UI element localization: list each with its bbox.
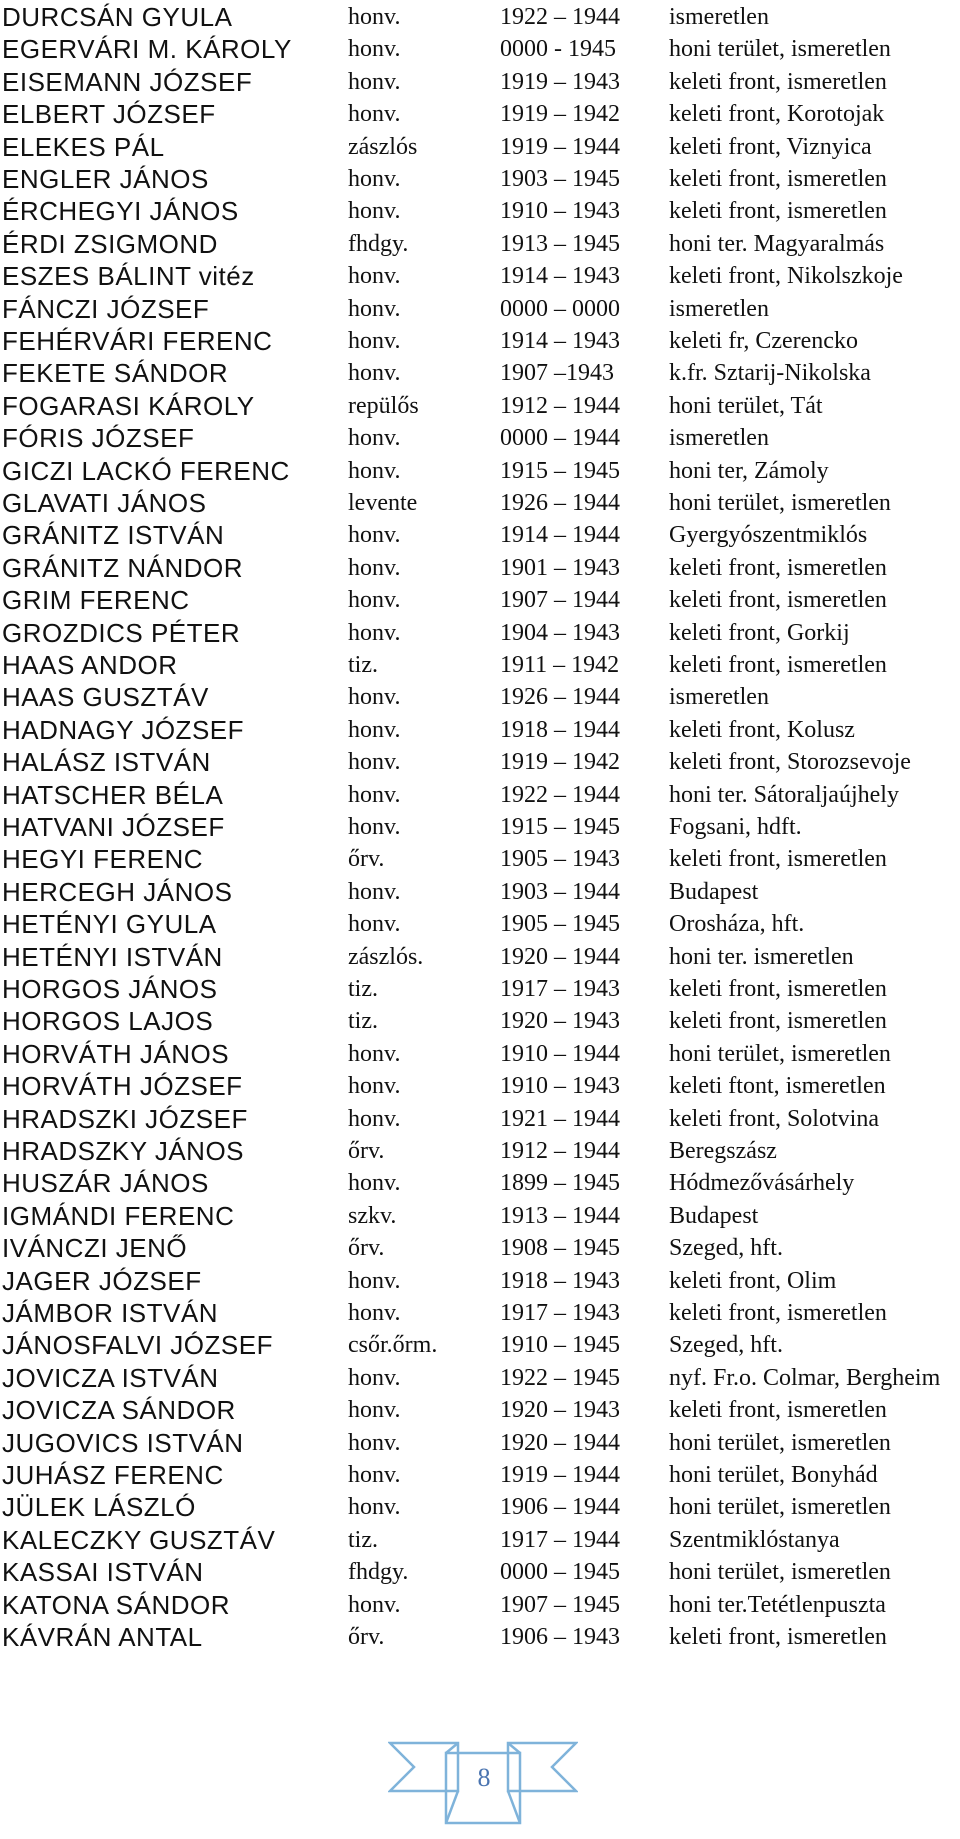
name-cell: HERCEGH JÁNOS (2, 876, 233, 907)
list-row (0, 617, 960, 650)
list-row (0, 1005, 960, 1038)
place-cell: Beregszász (669, 1138, 777, 1164)
years-cell: 1920 – 1944 (500, 943, 620, 970)
name-cell: ÉRDI ZSIGMOND (2, 228, 218, 259)
years-cell: 1905 – 1943 (500, 846, 620, 873)
years-cell: 1903 – 1945 (500, 166, 620, 192)
name-cell: HAAS ANDOR (2, 650, 178, 680)
list-row (0, 1621, 960, 1654)
list-row (0, 195, 960, 228)
name-cell: ÉRCHEGYI JÁNOS (2, 196, 239, 227)
years-cell: 1914 – 1943 (500, 263, 620, 290)
years-cell: 1912 – 1944 (500, 1138, 620, 1164)
years-cell: 1926 – 1944 (500, 490, 620, 516)
place-cell: Budapest (669, 1202, 759, 1229)
place-cell: keleti front, ismeretlen (669, 976, 887, 1002)
years-cell: 1922 – 1944 (500, 4, 620, 30)
place-cell: ismeretlen (669, 684, 769, 711)
place-cell: honi ter. Magyaralmás (669, 230, 885, 257)
list-row (0, 1232, 960, 1265)
list-row (0, 1200, 960, 1233)
rank-cell: honv. (348, 1040, 401, 1067)
name-cell: JAGER JÓZSEF (2, 1265, 202, 1296)
years-cell: 1914 – 1944 (500, 522, 620, 549)
rank-cell: honv. (348, 1591, 401, 1618)
rank-cell: honv. (348, 619, 401, 646)
list-row (0, 584, 960, 617)
rank-cell: honv. (348, 36, 401, 63)
rank-cell: őrv. (348, 1624, 385, 1650)
years-cell: 1920 – 1943 (500, 1397, 620, 1424)
list-row (0, 390, 960, 423)
list-row (0, 1167, 960, 1200)
list-row (0, 843, 960, 876)
name-cell: GROZDICS PÉTER (2, 617, 241, 648)
place-cell: keleti front, Nikolszkoje (669, 263, 903, 290)
name-cell: KÁVRÁN ANTAL (2, 1622, 203, 1652)
name-cell: HADNAGY JÓZSEF (2, 714, 245, 745)
place-cell: honi terület, ismeretlen (669, 1429, 891, 1456)
name-cell: ELEKES PÁL (2, 131, 165, 162)
name-cell: FEHÉRVÁRI FERENC (2, 326, 273, 356)
list-row (0, 455, 960, 488)
years-cell: 1919 – 1942 (500, 749, 620, 776)
name-cell: JÁNOSFALVI JÓZSEF (2, 1330, 273, 1361)
name-cell: ESZES BÁLINT vitéz (2, 261, 255, 292)
list-row (0, 973, 960, 1006)
list-row (0, 519, 960, 552)
place-cell: keleti front, ismeretlen (669, 1008, 887, 1035)
rank-cell: honv. (348, 814, 401, 840)
place-cell: keleti front, Olim (669, 1267, 837, 1294)
years-cell: 1926 – 1944 (500, 684, 620, 711)
list-row (0, 649, 960, 682)
years-cell: 1904 – 1943 (500, 619, 620, 646)
years-cell: 1918 – 1943 (500, 1267, 620, 1294)
list-row (0, 746, 960, 779)
rank-cell: honv. (348, 1170, 401, 1197)
years-cell: 1919 – 1942 (500, 101, 620, 128)
rank-cell: honv. (348, 781, 401, 808)
rank-cell: honv. (348, 263, 401, 290)
list-row (0, 908, 960, 941)
name-cell: HATVANI JÓZSEF (2, 812, 225, 842)
name-cell: DURCSÁN GYULA (2, 2, 233, 32)
rank-cell: honv. (348, 522, 401, 549)
place-cell: honi terület, ismeretlen (669, 1494, 891, 1521)
years-cell: 1899 – 1945 (500, 1170, 620, 1197)
list-row (0, 1556, 960, 1589)
place-cell: honi terület, ismeretlen (669, 490, 891, 516)
years-cell: 1915 – 1945 (500, 457, 620, 484)
name-cell: GICZI LACKÓ FERENC (2, 455, 290, 486)
list-row (0, 1329, 960, 1362)
rank-cell: fhdgy. (348, 230, 409, 257)
rank-cell: honv. (348, 1397, 401, 1424)
place-cell: keleti front, Storozsevoje (669, 749, 911, 776)
rank-cell: zászlós (348, 133, 418, 160)
years-cell: 1910 – 1944 (500, 1040, 620, 1067)
rank-cell: honv. (348, 68, 401, 95)
page-number: 8 (477, 1763, 491, 1792)
years-cell: 0000 – 1944 (500, 425, 620, 452)
place-cell: Szentmiklóstanya (669, 1526, 840, 1553)
rank-cell: zászlós. (348, 943, 424, 970)
name-cell: JOVICZA SÁNDOR (2, 1395, 236, 1426)
name-cell: JÜLEK LÁSZLÓ (2, 1492, 196, 1523)
rank-cell: tiz. (348, 1008, 378, 1035)
list-row (0, 1038, 960, 1071)
list-row (0, 1, 960, 34)
rank-cell: honv. (348, 587, 401, 614)
place-cell: honi ter. Sátoraljaújhely (669, 781, 899, 808)
years-cell: 1921 – 1944 (500, 1105, 620, 1132)
name-cell: HORVÁTH JÓZSEF (2, 1071, 243, 1102)
rank-cell: csőr.őrm. (348, 1332, 438, 1359)
list-row (0, 1524, 960, 1557)
place-cell: Budapest (669, 878, 759, 905)
place-cell: honi ter.Tetétlenpuszta (669, 1591, 886, 1618)
list-row (0, 1297, 960, 1330)
years-cell: 1906 – 1944 (500, 1494, 620, 1521)
rank-cell: honv. (348, 328, 401, 354)
years-cell: 1917 – 1943 (500, 1300, 620, 1326)
rank-cell: honv. (348, 1105, 401, 1132)
place-cell: keleti front, ismeretlen (669, 68, 887, 95)
rank-cell: honv. (348, 878, 401, 905)
name-cell: EGERVÁRI M. KÁROLY (2, 34, 292, 65)
name-cell: FÁNCZI JÓZSEF (2, 293, 210, 324)
years-cell: 1920 – 1944 (500, 1429, 620, 1456)
years-cell: 1907 –1943 (500, 360, 614, 387)
rank-cell: tiz. (348, 652, 378, 678)
list-row (0, 33, 960, 66)
years-cell: 0000 – 0000 (500, 295, 620, 322)
name-cell: JUGOVICS ISTVÁN (2, 1427, 244, 1458)
list-row (0, 941, 960, 974)
place-cell: ismeretlen (669, 295, 769, 322)
years-cell: 1910 – 1943 (500, 1073, 620, 1100)
place-cell: ismeretlen (669, 4, 769, 30)
rank-cell: őrv. (348, 1138, 385, 1164)
rank-cell: honv. (348, 1462, 401, 1488)
place-cell: nyf. Fr.o. Colmar, Bergheim (669, 1364, 941, 1391)
years-cell: 1918 – 1944 (500, 716, 620, 743)
rank-cell: honv. (348, 1267, 401, 1294)
list-row (0, 876, 960, 909)
name-cell: HALÁSZ ISTVÁN (2, 747, 211, 778)
place-cell: keleti front, ismeretlen (669, 1397, 887, 1424)
rank-cell: honv. (348, 457, 401, 484)
name-cell: JUHÁSZ FERENC (2, 1460, 224, 1490)
rank-cell: honv. (348, 684, 401, 711)
name-cell: ENGLER JÁNOS (2, 164, 209, 194)
list-row (0, 1589, 960, 1622)
list-row (0, 131, 960, 164)
rank-cell: honv. (348, 295, 401, 322)
years-cell: 1910 – 1945 (500, 1332, 620, 1359)
list-row (0, 98, 960, 131)
name-cell: HAAS GUSZTÁV (2, 682, 209, 713)
years-cell: 1911 – 1942 (500, 652, 620, 678)
name-cell: HORVÁTH JÁNOS (2, 1038, 230, 1069)
years-cell: 1919 – 1944 (500, 1462, 620, 1488)
place-cell: Orosháza, hft. (669, 911, 805, 938)
name-cell: ELBERT JÓZSEF (2, 99, 216, 130)
place-cell: honi ter. ismeretlen (669, 943, 854, 970)
rank-cell: őrv. (348, 1235, 385, 1262)
list-row (0, 1265, 960, 1298)
rank-cell: fhdgy. (348, 1559, 409, 1586)
years-cell: 1914 – 1943 (500, 328, 620, 354)
page-footer-banner (388, 1733, 578, 1833)
years-cell: 1917 – 1943 (500, 976, 620, 1002)
rank-cell: honv. (348, 4, 401, 30)
name-cell: GRÁNITZ NÁNDOR (2, 552, 243, 583)
rank-cell: levente (348, 490, 418, 516)
rank-cell: honv. (348, 1364, 401, 1391)
name-cell: HEGYI FERENC (2, 844, 204, 875)
list-row (0, 1362, 960, 1395)
list-row (0, 260, 960, 293)
years-cell: 1907 – 1944 (500, 587, 620, 614)
name-cell: FÓRIS JÓZSEF (2, 423, 195, 454)
name-cell: KASSAI ISTVÁN (2, 1557, 204, 1588)
place-cell: keleti front, ismeretlen (669, 166, 887, 192)
rank-cell: honv. (348, 749, 401, 776)
place-cell: keleti front, Korotojak (669, 101, 885, 128)
list-row (0, 1103, 960, 1136)
name-cell: IGMÁNDI FERENC (2, 1200, 235, 1231)
place-cell: keleti front, Solotvina (669, 1105, 879, 1132)
name-cell: JÁMBOR ISTVÁN (2, 1298, 218, 1328)
name-cell: FOGARASI KÁROLY (2, 390, 255, 421)
rank-cell: repülős (348, 392, 419, 419)
rank-cell: honv. (348, 1494, 401, 1521)
list-row (0, 681, 960, 714)
name-cell: HATSCHER BÉLA (2, 779, 224, 810)
place-cell: honi ter, Zámoly (669, 457, 829, 484)
place-cell: keleti front, ismeretlen (669, 1624, 887, 1650)
rank-cell: honv. (348, 1073, 401, 1100)
list-row (0, 422, 960, 455)
years-cell: 1919 – 1943 (500, 68, 620, 95)
list-row (0, 779, 960, 812)
place-cell: Szeged, hft. (669, 1235, 783, 1262)
place-cell: ismeretlen (669, 425, 769, 452)
place-cell: honi terület, ismeretlen (669, 36, 891, 63)
years-cell: 0000 – 1945 (500, 1559, 620, 1586)
name-cell: JOVICZA ISTVÁN (2, 1362, 219, 1393)
list-row (0, 552, 960, 585)
rank-cell: honv. (348, 911, 401, 938)
place-cell: Fogsani, hdft. (669, 814, 802, 840)
rank-cell: szkv. (348, 1202, 397, 1229)
rank-cell: tiz. (348, 976, 378, 1002)
place-cell: Hódmezővásárhely (669, 1170, 855, 1197)
name-cell: HORGOS LAJOS (2, 1006, 214, 1037)
rank-cell: tiz. (348, 1526, 378, 1553)
list-row (0, 811, 960, 844)
rank-cell: honv. (348, 1429, 401, 1456)
list-row (0, 163, 960, 196)
place-cell: k.fr. Sztarij-Nikolska (669, 360, 871, 387)
years-cell: 1905 – 1945 (500, 911, 620, 938)
rank-cell: honv. (348, 166, 401, 192)
name-cell: HETÉNYI GYULA (2, 909, 217, 940)
rank-cell: honv. (348, 101, 401, 128)
years-cell: 1912 – 1944 (500, 392, 620, 419)
place-cell: keleti front, Viznyica (669, 133, 872, 160)
list-row (0, 714, 960, 747)
place-cell: keleti front, ismeretlen (669, 1300, 887, 1326)
place-cell: keleti ftont, ismeretlen (669, 1073, 886, 1100)
name-cell: IVÁNCZI JENŐ (2, 1233, 188, 1264)
place-cell: keleti front, ismeretlen (669, 554, 887, 581)
list-row (0, 293, 960, 326)
list-row (0, 1459, 960, 1492)
years-cell: 1910 – 1943 (500, 198, 620, 225)
name-cell: HUSZÁR JÁNOS (2, 1168, 209, 1199)
years-cell: 1908 – 1945 (500, 1235, 620, 1262)
place-cell: honi terület, ismeretlen (669, 1559, 891, 1586)
place-cell: keleti front, ismeretlen (669, 652, 887, 678)
list-row (0, 1491, 960, 1524)
years-cell: 1919 – 1944 (500, 133, 620, 160)
years-cell: 0000 - 1945 (500, 36, 616, 63)
name-cell: HETÉNYI ISTVÁN (2, 941, 223, 972)
years-cell: 1907 – 1945 (500, 1591, 620, 1618)
place-cell: keleti front, Gorkij (669, 619, 850, 646)
list-row (0, 325, 960, 358)
years-cell: 1906 – 1943 (500, 1624, 620, 1650)
rank-cell: honv. (348, 360, 401, 387)
years-cell: 1922 – 1945 (500, 1364, 620, 1391)
years-cell: 1915 – 1945 (500, 814, 620, 840)
place-cell: honi terület, Bonyhád (669, 1462, 878, 1488)
name-cell: HRADSZKY JÁNOS (2, 1136, 245, 1166)
name-cell: GLAVATI JÁNOS (2, 488, 207, 518)
name-cell: EISEMANN JÓZSEF (2, 66, 253, 97)
list-row (0, 228, 960, 261)
list-row (0, 66, 960, 99)
list-row (0, 357, 960, 390)
years-cell: 1901 – 1943 (500, 554, 620, 581)
rank-cell: honv. (348, 1300, 401, 1326)
years-cell: 1920 – 1943 (500, 1008, 620, 1035)
years-cell: 1917 – 1944 (500, 1526, 620, 1553)
years-cell: 1903 – 1944 (500, 878, 620, 905)
place-cell: keleti fr, Czerencko (669, 328, 858, 354)
list-row (0, 1427, 960, 1460)
place-cell: keleti front, Kolusz (669, 716, 855, 743)
name-cell: HORGOS JÁNOS (2, 974, 218, 1004)
rank-cell: honv. (348, 554, 401, 581)
rank-cell: honv. (348, 716, 401, 743)
list-row (0, 1135, 960, 1168)
place-cell: keleti front, ismeretlen (669, 587, 887, 614)
list-row (0, 1070, 960, 1103)
place-cell: Szeged, hft. (669, 1332, 783, 1359)
years-cell: 1913 – 1945 (500, 230, 620, 257)
name-cell: FEKETE SÁNDOR (2, 358, 229, 389)
place-cell: keleti front, ismeretlen (669, 846, 887, 873)
list-row (0, 1394, 960, 1427)
list-row (0, 487, 960, 520)
name-cell: GRIM FERENC (2, 585, 190, 616)
rank-cell: honv. (348, 425, 401, 452)
years-cell: 1913 – 1944 (500, 1202, 620, 1229)
place-cell: honi terület, Tát (669, 392, 823, 419)
place-cell: Gyergyószentmiklós (669, 522, 868, 549)
place-cell: keleti front, ismeretlen (669, 198, 887, 225)
name-cell: GRÁNITZ ISTVÁN (2, 520, 225, 551)
place-cell: honi terület, ismeretlen (669, 1040, 891, 1067)
years-cell: 1922 – 1944 (500, 781, 620, 808)
name-cell: KALECZKY GUSZTÁV (2, 1524, 276, 1555)
rank-cell: honv. (348, 198, 401, 225)
name-cell: HRADSZKI JÓZSEF (2, 1103, 248, 1134)
name-cell: KATONA SÁNDOR (2, 1589, 231, 1620)
rank-cell: őrv. (348, 846, 385, 873)
